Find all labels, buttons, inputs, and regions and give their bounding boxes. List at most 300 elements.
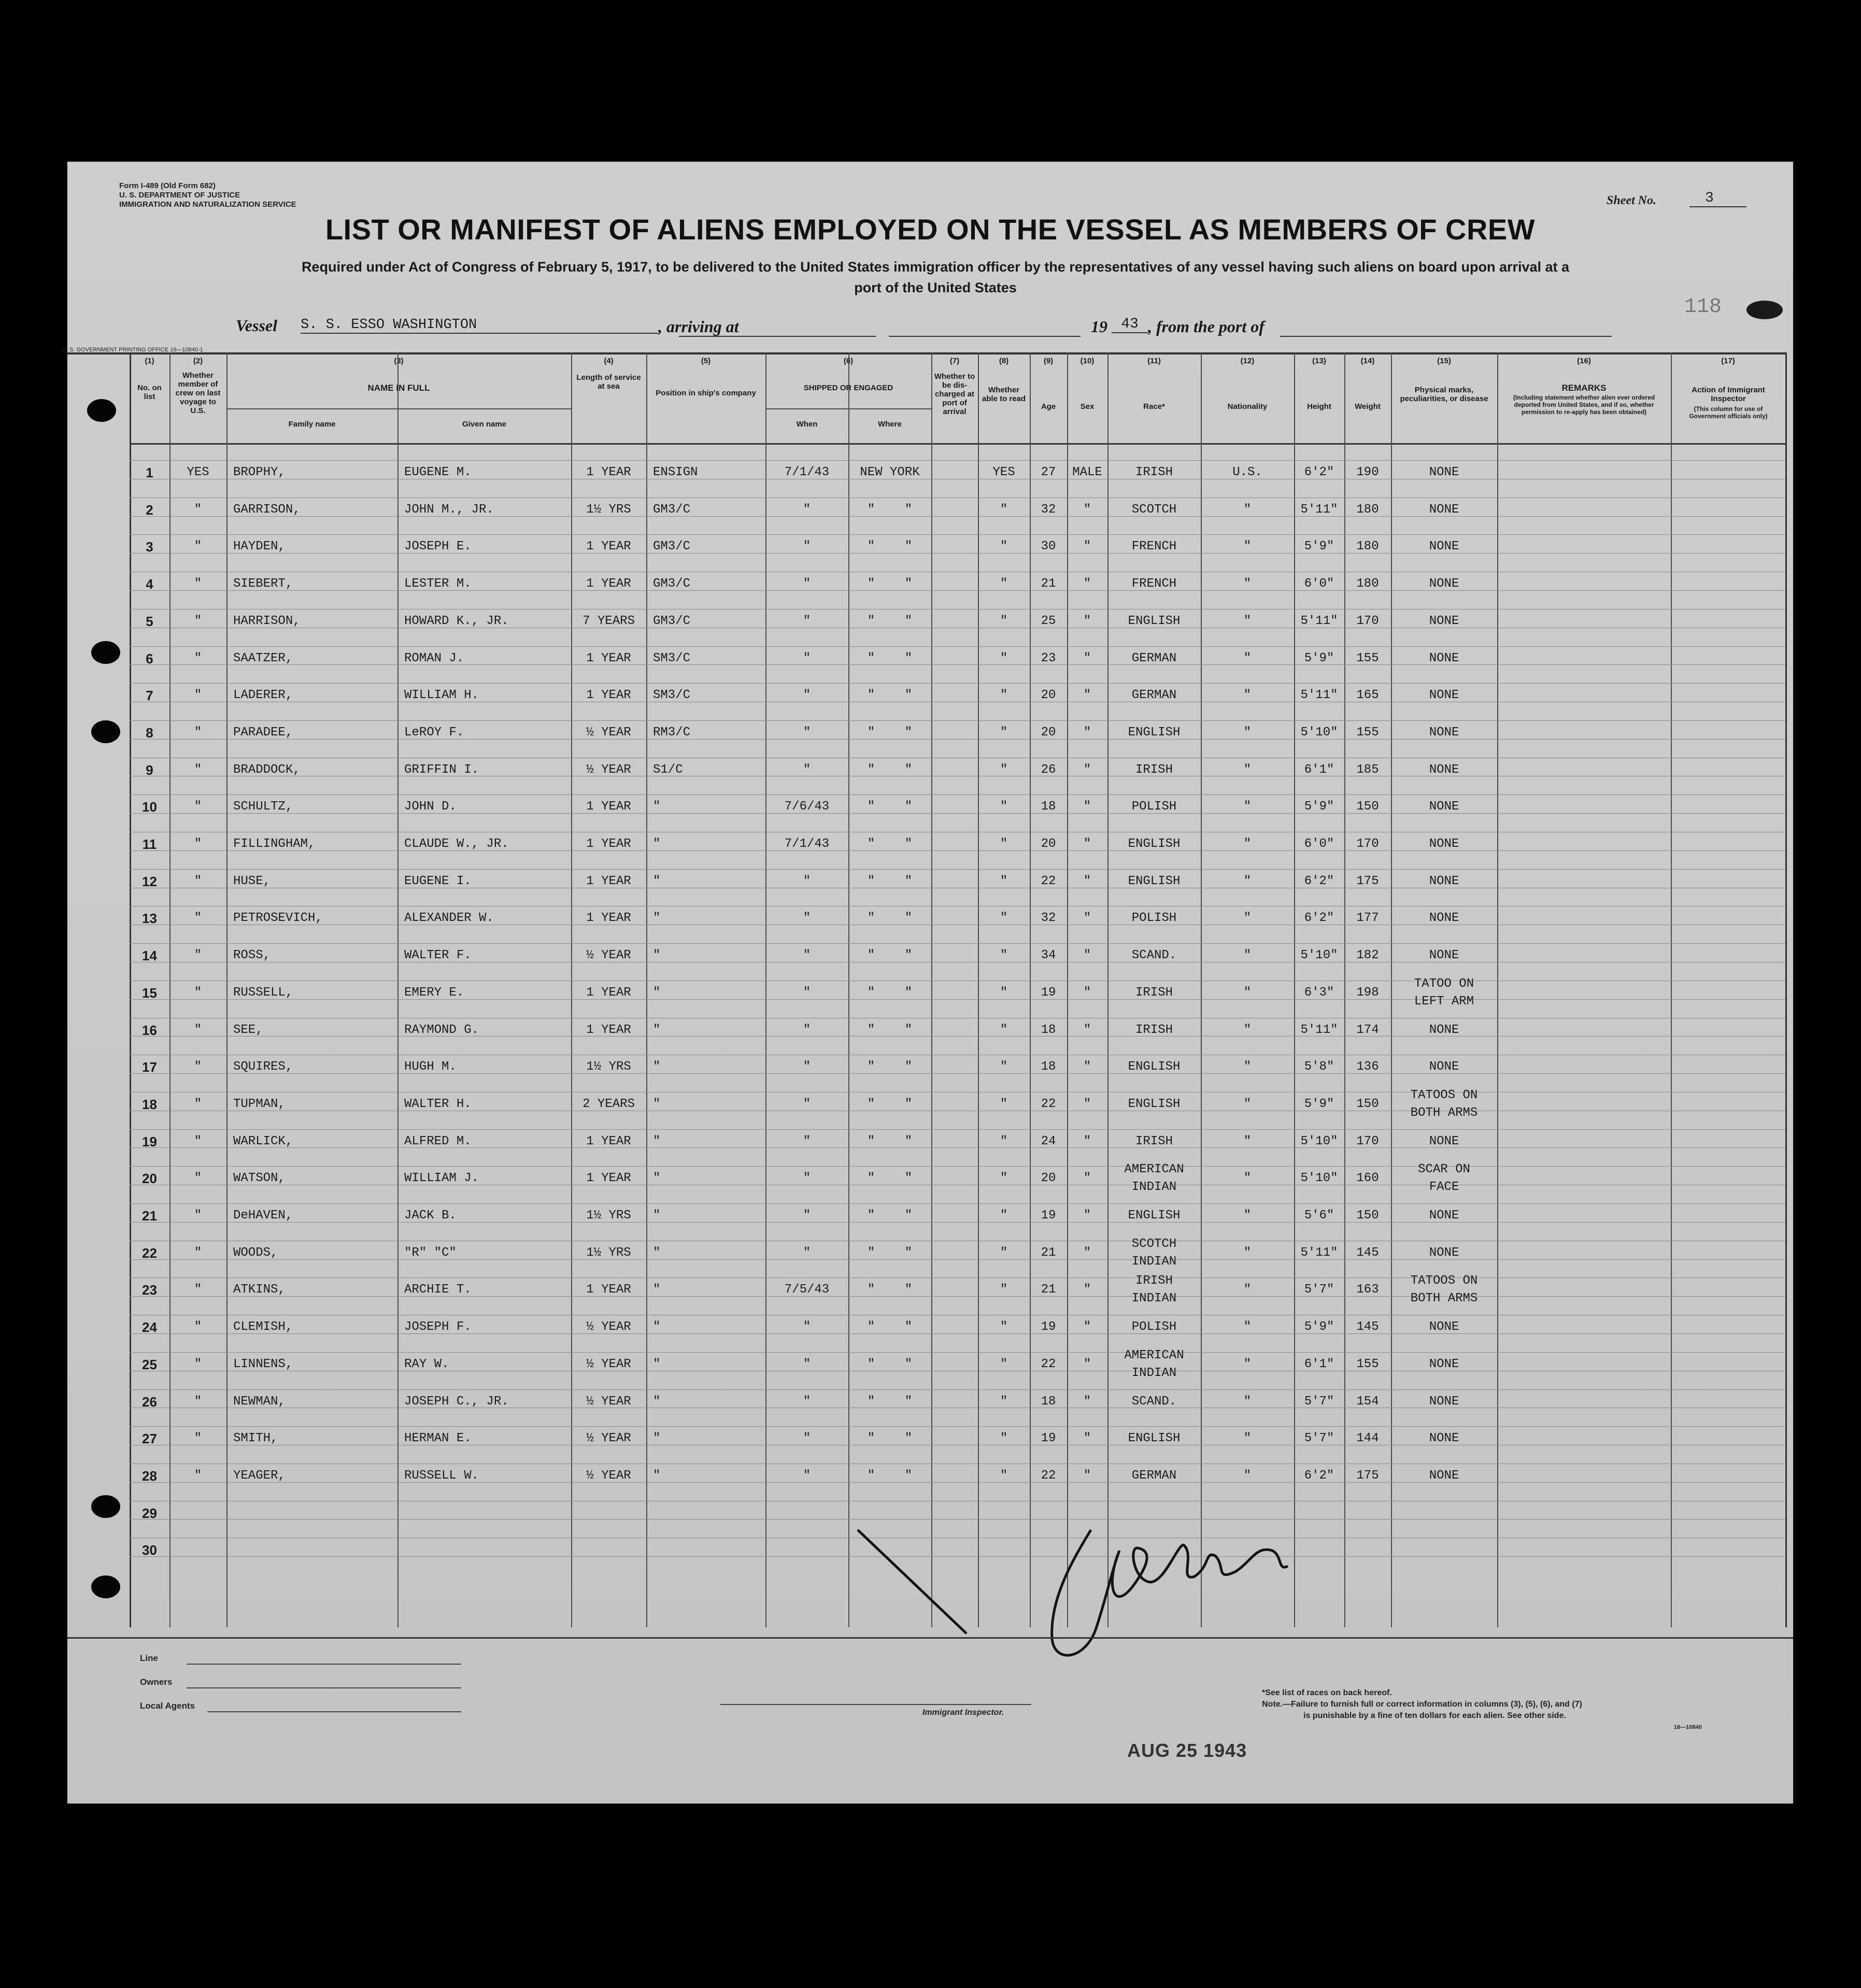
cell-length-of-service: 1 YEAR	[586, 1134, 631, 1148]
cell-able-to-read: YES	[992, 465, 1015, 479]
cell-race: ENGLISH	[1128, 874, 1181, 888]
crew-table	[130, 352, 1785, 1627]
cell-shipped-where: " "	[867, 1394, 913, 1409]
cell-given-name: "R" "C"	[404, 1245, 457, 1260]
cell-able-to-read: "	[1000, 1134, 1008, 1148]
cell-able-to-read: "	[1000, 539, 1008, 554]
cell-position: "	[653, 1431, 661, 1446]
cell-shipped-where: " "	[867, 1097, 913, 1111]
sheet-number: 3	[1689, 190, 1746, 207]
row-rule	[130, 646, 1785, 647]
stamped-number: 118	[1684, 295, 1722, 319]
cell-shipped-when: "	[803, 688, 811, 703]
cell-length-of-service: ½ YEAR	[586, 725, 631, 740]
cell-shipped-when: "	[803, 1394, 811, 1409]
cell-family-name: SIEBERT,	[233, 577, 293, 591]
cell-age: 19	[1041, 1209, 1056, 1223]
cell-sex: "	[1083, 651, 1091, 665]
row-rule	[130, 1389, 1785, 1390]
shipped-divider	[765, 408, 931, 409]
cell-shipped-where: " "	[867, 577, 913, 591]
cell-race: GERMAN	[1131, 651, 1177, 665]
cell-length-of-service: ½ YEAR	[586, 1357, 631, 1371]
cell-race: ENGLISH	[1128, 1097, 1181, 1111]
cell-row-number: 12	[142, 873, 157, 889]
cell-given-name: WALTER H.	[404, 1097, 472, 1111]
cell-height: 5'7"	[1304, 1283, 1334, 1297]
header-name-in-full: NAME IN FULL	[367, 383, 430, 393]
cell-nationality: "	[1243, 1023, 1252, 1037]
cell-height: 5'9"	[1304, 1320, 1334, 1334]
header-able-to-read: Whether able to read	[982, 386, 1026, 403]
cell-sex: "	[1083, 1394, 1091, 1409]
cell-family-name: LINNENS,	[233, 1357, 293, 1371]
col-1-number: (1)	[145, 357, 154, 365]
cell-nationality: "	[1243, 948, 1252, 963]
cell-height: 5'9"	[1304, 800, 1334, 814]
cell-sex: "	[1083, 539, 1091, 554]
column-rule	[226, 352, 228, 1627]
cell-crew-last-voyage: "	[194, 1357, 202, 1371]
col-11-number: (11)	[1147, 357, 1161, 365]
cell-row-number: 14	[142, 948, 157, 964]
cell-row-number: 17	[142, 1059, 157, 1075]
cell-sex: "	[1083, 1468, 1091, 1483]
cell-crew-last-voyage: "	[194, 837, 202, 851]
cell-weight: 163	[1356, 1283, 1379, 1297]
column-rule	[1785, 352, 1787, 1627]
inspector-label: Immigrant Inspector.	[922, 1708, 1004, 1717]
cell-physical-marks: NONE	[1429, 1320, 1459, 1334]
cell-sex: "	[1083, 1023, 1091, 1037]
header-remarks: REMARKS	[1561, 383, 1607, 393]
cell-shipped-when: "	[803, 577, 811, 591]
cell-row-number: 9	[146, 762, 153, 778]
cell-age: 22	[1041, 1357, 1056, 1371]
cell-crew-last-voyage: "	[194, 1134, 202, 1148]
cell-age: 25	[1041, 614, 1056, 628]
cell-height: 5'11"	[1300, 1023, 1338, 1037]
cell-length-of-service: 1½ YRS	[586, 1209, 631, 1223]
cell-shipped-where: " "	[867, 1060, 913, 1074]
year-prefix: 19	[1091, 317, 1107, 336]
cell-nationality: "	[1243, 688, 1252, 703]
cell-able-to-read: "	[1000, 651, 1008, 665]
department: U. S. DEPARTMENT OF JUSTICE	[119, 191, 240, 200]
column-rule	[931, 352, 932, 1627]
cell-row-number: 5	[146, 613, 153, 629]
cell-nationality: "	[1243, 614, 1252, 628]
cell-shipped-where: " "	[867, 948, 913, 963]
cell-nationality: "	[1243, 1209, 1252, 1223]
cell-nationality: "	[1243, 911, 1252, 926]
cell-given-name: ALEXANDER W.	[404, 911, 494, 926]
cell-height: 5'10"	[1300, 948, 1338, 963]
cell-given-name: GRIFFIN I.	[404, 762, 479, 777]
form-number: Form I-489 (Old Form 682)	[119, 181, 216, 190]
legal-requirement-line2: port of the United States	[854, 280, 1017, 295]
cell-shipped-where: " "	[867, 1320, 913, 1334]
cell-able-to-read: "	[1000, 1209, 1008, 1223]
cell-shipped-when: "	[803, 1468, 811, 1483]
cell-sex: "	[1083, 1431, 1091, 1446]
service-name: IMMIGRATION AND NATURALIZATION SERVICE	[119, 200, 296, 209]
cell-able-to-read: "	[1000, 762, 1008, 777]
cell-sex: "	[1083, 800, 1091, 814]
vessel-name: S. S. ESSO WASHINGTON	[301, 317, 658, 334]
cell-family-name: BROPHY,	[233, 465, 286, 479]
cell-able-to-read: "	[1000, 985, 1008, 1000]
cell-able-to-read: "	[1000, 577, 1008, 591]
cell-family-name: PARADEE,	[233, 725, 293, 740]
cell-weight: 155	[1356, 725, 1379, 740]
cell-crew-last-voyage: "	[194, 1023, 202, 1037]
cell-weight: 177	[1356, 911, 1379, 926]
cell-age: 18	[1041, 800, 1056, 814]
cell-position: "	[653, 1171, 661, 1186]
cell-shipped-when: "	[803, 1060, 811, 1074]
col-16-number: (16)	[1577, 357, 1591, 365]
cell-weight: 170	[1356, 837, 1379, 851]
cell-family-name: SQUIRES,	[233, 1060, 293, 1074]
cell-row-number: 28	[142, 1468, 157, 1484]
header-family-name: Family name	[288, 420, 336, 429]
footer-line-label: Line	[140, 1653, 158, 1663]
cell-position: "	[653, 1320, 661, 1334]
cell-height: 5'11"	[1300, 614, 1338, 628]
cell-length-of-service: 1½ YRS	[586, 1060, 631, 1074]
cell-age: 34	[1041, 948, 1056, 963]
cell-given-name: RAYMOND G.	[404, 1023, 479, 1037]
cell-position: "	[653, 800, 661, 814]
cell-weight: 185	[1356, 762, 1379, 777]
arrival-date-blank	[889, 336, 1081, 337]
cell-able-to-read: "	[1000, 1060, 1008, 1074]
cell-age: 19	[1041, 985, 1056, 1000]
cell-age: 21	[1041, 1283, 1056, 1297]
header-when: When	[796, 420, 818, 429]
cell-family-name: WATSON,	[233, 1171, 286, 1186]
col-6-number: (6)	[843, 357, 854, 365]
cell-height: 6'2"	[1304, 465, 1334, 479]
cell-shipped-where: " "	[867, 651, 913, 665]
cell-weight: 174	[1356, 1023, 1379, 1037]
cell-given-name: WALTER F.	[404, 948, 472, 963]
cell-sex: "	[1083, 1134, 1091, 1148]
row-rule	[130, 869, 1785, 870]
cell-row-number: 22	[142, 1245, 157, 1261]
cell-race: SCAND.	[1131, 948, 1177, 963]
cell-shipped-where: " "	[867, 1357, 913, 1371]
cell-nationality: "	[1243, 837, 1252, 851]
cell-nationality: "	[1243, 1431, 1252, 1446]
header-height: Height	[1307, 402, 1331, 411]
cell-given-name: JOSEPH C., JR.	[404, 1394, 509, 1409]
cell-length-of-service: 1 YEAR	[586, 911, 631, 926]
cell-weight: 150	[1356, 1097, 1379, 1111]
cell-shipped-when: 7/6/43	[784, 800, 830, 814]
cell-height: 5'10"	[1300, 1134, 1338, 1148]
cell-shipped-when: "	[803, 911, 811, 926]
arriving-port-blank	[679, 336, 876, 337]
cell-shipped-when: "	[803, 614, 811, 628]
cell-race: ENGLISH	[1128, 1431, 1181, 1446]
cell-age: 18	[1041, 1394, 1056, 1409]
cell-age: 30	[1041, 539, 1056, 554]
cell-length-of-service: 1 YEAR	[586, 539, 631, 554]
cell-sex: "	[1083, 1171, 1091, 1186]
cell-crew-last-voyage: "	[194, 948, 202, 963]
cell-race: SCOTCH INDIAN	[1131, 1237, 1177, 1269]
row-rule	[130, 1166, 1785, 1167]
cell-given-name: EMERY E.	[404, 985, 464, 1000]
cell-height: 6'2"	[1304, 911, 1334, 926]
cell-given-name: JOHN D.	[404, 800, 457, 814]
cell-able-to-read: "	[1000, 1171, 1008, 1186]
cell-physical-marks: NONE	[1429, 539, 1459, 554]
cell-crew-last-voyage: "	[194, 1283, 202, 1297]
cell-length-of-service: ½ YEAR	[586, 1468, 631, 1483]
cell-family-name: SCHULTZ,	[233, 800, 293, 814]
col-14-number: (14)	[1360, 357, 1375, 365]
cell-able-to-read: "	[1000, 502, 1008, 517]
cell-row-number: 15	[142, 985, 157, 1001]
cell-race: AMERICAN INDIAN	[1124, 1162, 1184, 1195]
cell-position: "	[653, 1023, 661, 1037]
header-bottom-border	[130, 443, 1785, 445]
cell-race: POLISH	[1131, 1320, 1177, 1334]
cell-position: "	[653, 1209, 661, 1223]
cell-position: "	[653, 911, 661, 926]
header-position: Position in ship's company	[656, 389, 756, 397]
cell-row-number: 27	[142, 1431, 157, 1447]
row-rule	[130, 794, 1785, 795]
cell-position: ENSIGN	[653, 465, 698, 479]
cell-family-name: GARRISON,	[233, 502, 301, 517]
cell-given-name: RAY W.	[404, 1357, 449, 1371]
row-rule	[130, 1277, 1785, 1278]
note-races: *See list of races on back hereof.	[1262, 1688, 1392, 1697]
cell-age: 22	[1041, 1097, 1056, 1111]
cell-nationality: "	[1243, 539, 1252, 554]
cell-race: ENGLISH	[1128, 614, 1181, 628]
inspector-signature-line	[720, 1704, 1031, 1705]
cell-given-name: EUGENE M.	[404, 465, 472, 479]
cell-row-number: 11	[142, 836, 157, 852]
cell-position: "	[653, 1394, 661, 1409]
cell-physical-marks: NONE	[1429, 1357, 1459, 1371]
cell-able-to-read: "	[1000, 800, 1008, 814]
cell-weight: 155	[1356, 651, 1379, 665]
cell-length-of-service: 2 YEARS	[583, 1097, 635, 1111]
cell-physical-marks: TATOOS ON BOTH ARMS	[1410, 1274, 1478, 1306]
cell-weight: 180	[1356, 502, 1379, 517]
cell-age: 26	[1041, 762, 1056, 777]
cell-shipped-where: " "	[867, 1023, 913, 1037]
cell-family-name: LADERER,	[233, 688, 293, 703]
cell-shipped-when: "	[803, 651, 811, 665]
cell-nationality: "	[1243, 1171, 1252, 1186]
cell-shipped-when: "	[803, 985, 811, 1000]
cell-row-number: 2	[146, 502, 153, 518]
cell-family-name: SAATZER,	[233, 651, 293, 665]
cell-shipped-where: " "	[867, 1431, 913, 1446]
cell-age: 19	[1041, 1320, 1056, 1334]
cell-age: 27	[1041, 465, 1056, 479]
cell-sex: "	[1083, 1357, 1091, 1371]
cell-weight: 170	[1356, 614, 1379, 628]
cell-sex: "	[1083, 1283, 1091, 1297]
cell-position: "	[653, 874, 661, 888]
cell-sex: "	[1083, 837, 1091, 851]
cell-position: "	[653, 1245, 661, 1260]
stamp-date: AUG 25 1943	[1127, 1740, 1247, 1761]
cell-position: SM3/C	[653, 688, 691, 703]
cell-race: ENGLISH	[1128, 1209, 1181, 1223]
cell-sex: "	[1083, 1060, 1091, 1074]
cell-height: 5'9"	[1304, 1097, 1334, 1111]
footer-owners-label: Owners	[140, 1677, 173, 1687]
cell-crew-last-voyage: "	[194, 539, 202, 554]
cell-position: S1/C	[653, 762, 683, 777]
cell-shipped-where: " "	[867, 762, 913, 777]
cell-shipped-when: "	[803, 1097, 811, 1111]
cell-race: POLISH	[1131, 911, 1177, 926]
cell-length-of-service: ½ YEAR	[586, 1320, 631, 1334]
col-3-number: (3)	[394, 357, 404, 365]
cell-given-name: WILLIAM H.	[404, 688, 479, 703]
cell-physical-marks: NONE	[1429, 1245, 1459, 1260]
col-4-number: (4)	[604, 357, 614, 365]
cell-age: 20	[1041, 837, 1056, 851]
cell-row-number: 3	[146, 539, 153, 555]
cell-height: 5'9"	[1304, 651, 1334, 665]
ink-blot	[1746, 301, 1783, 319]
cell-shipped-where: " "	[867, 539, 913, 554]
cell-family-name: ROSS,	[233, 948, 271, 963]
cell-family-name: YEAGER,	[233, 1468, 286, 1483]
cell-age: 20	[1041, 725, 1056, 740]
cell-able-to-read: "	[1000, 1283, 1008, 1297]
cell-height: 5'9"	[1304, 539, 1334, 554]
cell-age: 22	[1041, 874, 1056, 888]
header-crew-last-voyage: Whether member of crew on last voyage to U.S.	[175, 371, 221, 415]
cell-race: GERMAN	[1131, 688, 1177, 703]
cell-length-of-service: 1 YEAR	[586, 465, 631, 479]
cell-shipped-when: "	[803, 948, 811, 963]
cell-position: "	[653, 1283, 661, 1297]
cell-weight: 180	[1356, 577, 1379, 591]
cell-shipped-when: "	[803, 725, 811, 740]
cell-race: ENGLISH	[1128, 725, 1181, 740]
footer-owners-blank	[187, 1687, 461, 1688]
cell-shipped-when: 7/5/43	[784, 1283, 830, 1297]
cell-given-name: HERMAN E.	[404, 1431, 472, 1446]
cell-race: IRISH INDIAN	[1131, 1274, 1177, 1306]
cell-able-to-read: "	[1000, 1431, 1008, 1446]
cell-given-name: EUGENE I.	[404, 874, 472, 888]
cell-crew-last-voyage: "	[194, 1060, 202, 1074]
cell-able-to-read: "	[1000, 874, 1008, 888]
cell-shipped-where: " "	[867, 502, 913, 517]
cell-given-name: CLAUDE W., JR.	[404, 837, 509, 851]
cell-weight: 154	[1356, 1394, 1379, 1409]
cell-sex: "	[1083, 614, 1091, 628]
cell-length-of-service: ½ YEAR	[586, 1394, 631, 1409]
cell-weight: 145	[1356, 1245, 1379, 1260]
cell-race: SCAND.	[1131, 1394, 1177, 1409]
cell-position: "	[653, 948, 661, 963]
cell-shipped-when: "	[803, 1171, 811, 1186]
col-8-number: (8)	[999, 357, 1009, 365]
row-rule	[130, 1129, 1785, 1130]
cell-physical-marks: NONE	[1429, 1023, 1459, 1037]
cell-family-name: WARLICK,	[233, 1134, 293, 1148]
header-physical-marks: Physical marks, peculiarities, or disease	[1400, 386, 1488, 403]
cell-crew-last-voyage: "	[194, 1171, 202, 1186]
footer-border	[67, 1637, 1793, 1639]
cell-position: "	[653, 1097, 661, 1111]
col-2-number: (2)	[193, 357, 203, 365]
cell-race: FRENCH	[1131, 577, 1177, 591]
cell-weight: 190	[1356, 465, 1379, 479]
cell-family-name: TUPMAN,	[233, 1097, 286, 1111]
cell-sex: "	[1083, 688, 1091, 703]
table-top-border	[67, 352, 1785, 354]
cell-weight: 198	[1356, 985, 1379, 1000]
cell-shipped-where: " "	[867, 1468, 913, 1483]
cell-weight: 144	[1356, 1431, 1379, 1446]
cell-age: 21	[1041, 1245, 1056, 1260]
manifest-sheet	[62, 162, 1793, 1804]
cell-height: 5'7"	[1304, 1431, 1334, 1446]
header-weight: Weight	[1355, 402, 1381, 411]
cell-nationality: "	[1243, 1097, 1252, 1111]
cell-length-of-service: ½ YEAR	[586, 762, 631, 777]
cell-nationality: "	[1243, 800, 1252, 814]
cell-able-to-read: "	[1000, 1468, 1008, 1483]
cell-length-of-service: 1 YEAR	[586, 800, 631, 814]
cell-given-name: LESTER M.	[404, 577, 472, 591]
cell-sex: "	[1083, 762, 1091, 777]
footer-agents-label: Local Agents	[140, 1701, 195, 1711]
cell-height: 6'1"	[1304, 1357, 1334, 1371]
cell-length-of-service: 1 YEAR	[586, 1171, 631, 1186]
cell-weight: 175	[1356, 874, 1379, 888]
cell-row-number: 7	[146, 688, 153, 704]
cell-height: 6'0"	[1304, 577, 1334, 591]
cell-sex: "	[1083, 502, 1091, 517]
cell-crew-last-voyage: "	[194, 1394, 202, 1409]
cell-physical-marks: NONE	[1429, 577, 1459, 591]
header-action-note: (This column for use of Government officials only)	[1689, 405, 1768, 420]
cell-shipped-where: " "	[867, 725, 913, 740]
cell-nationality: "	[1243, 1394, 1252, 1409]
cell-given-name: JOSEPH F.	[404, 1320, 472, 1334]
inspector-signature	[1029, 1509, 1319, 1675]
cell-height: 5'10"	[1300, 1171, 1338, 1186]
cell-age: 23	[1041, 651, 1056, 665]
cell-height: 6'0"	[1304, 837, 1334, 851]
cell-row-number: 4	[146, 576, 153, 592]
cell-sex: "	[1083, 1245, 1091, 1260]
cell-shipped-when: "	[803, 874, 811, 888]
cell-given-name: ROMAN J.	[404, 651, 464, 665]
cell-sex: "	[1083, 1209, 1091, 1223]
note-failure: Note.—Failure to furnish full or correct information in columns (3), (5), (6), and (7)	[1262, 1700, 1582, 1709]
cell-weight: 175	[1356, 1468, 1379, 1483]
note-code: 16—10840	[1674, 1724, 1702, 1730]
